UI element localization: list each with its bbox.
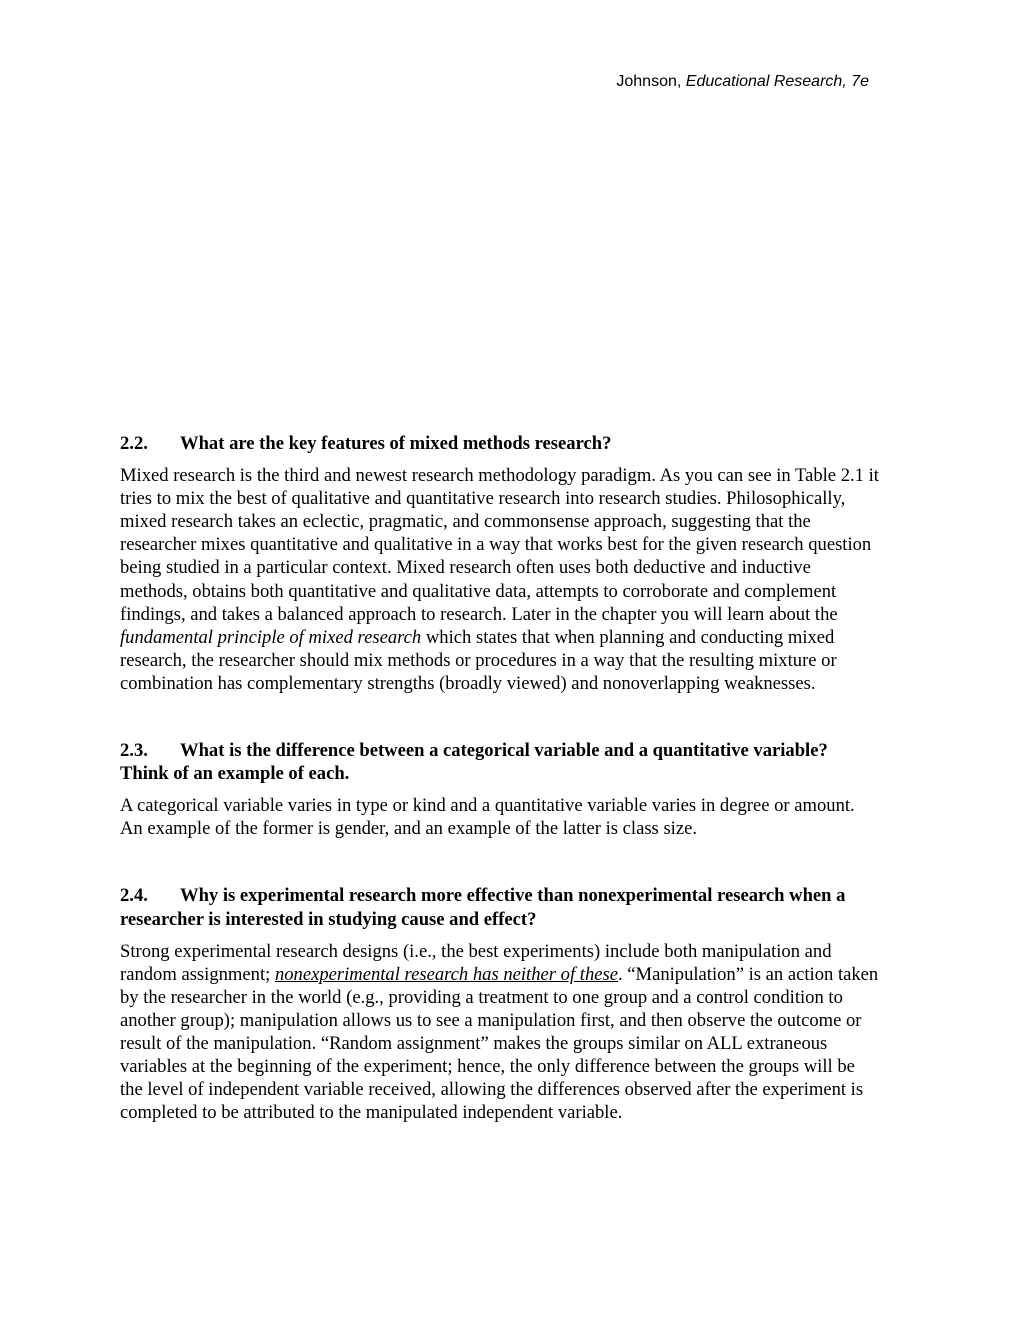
- header-author: Johnson,: [616, 73, 686, 90]
- question-text: What is the difference between a categorical variable and a quantitative variable? Think of an example of each.: [120, 740, 828, 785]
- answer-paragraph: A categorical variable varies in type or kind and a quantitative variable varies in degree or amount. An example of the former is gender, and an example of the latter is class size.: [120, 795, 855, 840]
- header-book-title: Educational Research, 7e: [685, 73, 869, 90]
- section-2-2: [120, 432, 880, 695]
- answer-text-continued: . “Manipulation” is an action taken by the researcher in the world (e.g., providing a treatment to one group and a control condition to another group); manipulation allows us to see a manipulation first, and then observe the outcome or result of the manipulation. “Random assignment” makes the groups similar on ALL extraneous variables at the beginning of the experiment; hence, the only difference between the groups will be the level of independent variable received, allowing the differences observed after the experiment is completed to be attributed to the manipulated independent variable.: [120, 963, 879, 1124]
- answer-text-continued: which states that when planning and conducting mixed research, the researcher should mix methods or procedures in a way that the resulting mixture or combination has complementary strengths (broadly viewed) and nonoverlapping weaknesses.: [120, 626, 837, 694]
- question-number: 2.3.: [120, 740, 148, 762]
- question-number: 2.2.: [120, 433, 148, 454]
- answer-emphasis-underlined: nonexperimental research has neither of these: [274, 963, 618, 985]
- question-heading: [120, 884, 880, 930]
- section-2-3: [120, 739, 880, 840]
- section-2-4: [120, 884, 880, 1124]
- question-heading: [120, 432, 880, 455]
- document-body: [120, 432, 880, 1124]
- answer-paragraph: [120, 464, 880, 695]
- answer-emphasis: fundamental principle of mixed research: [120, 626, 422, 648]
- question-text: Why is experimental research more effective than nonexperimental research when a researcher is interested in studying cause and effect?: [120, 885, 846, 930]
- answer-paragraph: [120, 940, 880, 1125]
- question-number: 2.4.: [120, 885, 148, 907]
- question-text: What are the key features of mixed methods research?: [180, 433, 612, 454]
- answer-text: Mixed research is the third and newest research methodology paradigm. As you can see in Table 2.1 it tries to mix the best of qualitative and quantitative research into research studies. Philosophically, mixed research takes an eclectic, pragmatic, and commonsense approach, suggesting that the researcher mixes quantitative and qualitative in a way that works best for the given research question being studied in a particular context. Mixed research often uses both deductive and inductive methods, obtains both quantitative and qualitative data, attempts to corroborate and complement findings, and takes a balanced approach to research. Later in the chapter you will learn about the: [120, 465, 879, 625]
- running-header: [616, 72, 869, 92]
- answer-text: Strong experimental research designs (i.e., the best experiments) include both manipulation and random assignment;: [120, 940, 832, 985]
- question-heading: [120, 739, 880, 785]
